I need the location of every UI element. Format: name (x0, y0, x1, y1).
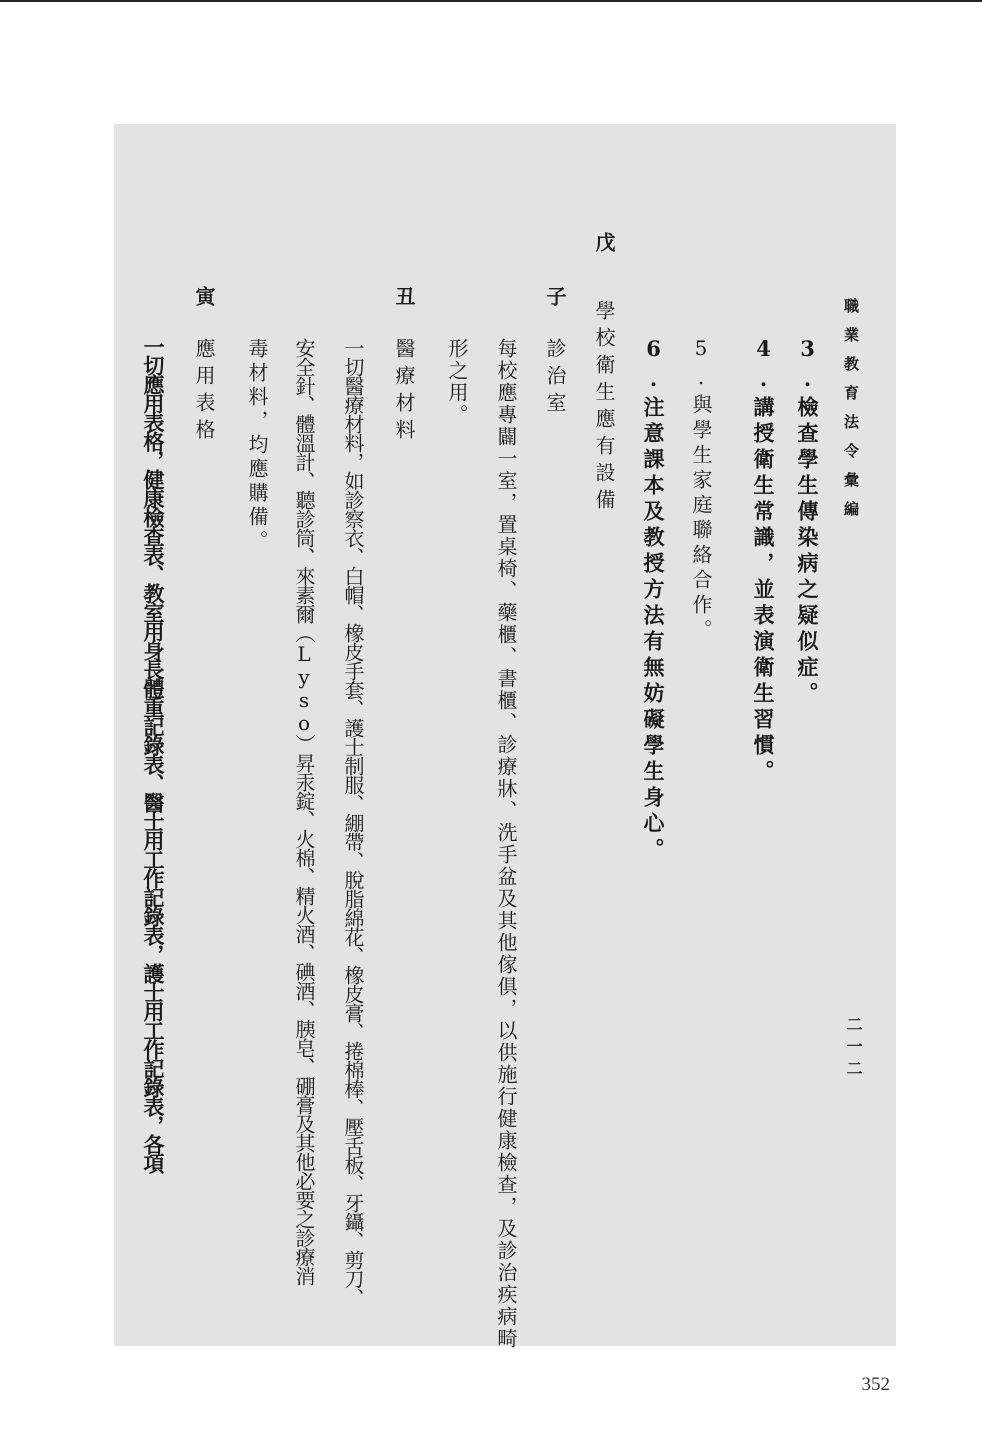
section-title-wu: 學校衛生應有設備 (592, 300, 616, 516)
running-header-page-number: 二一二 (844, 1016, 863, 1082)
section-marker-wu: 戊 (592, 232, 616, 256)
subsection-body-chou-line3: 毒材料，均應購備。 (245, 338, 269, 554)
subsection-title-chou: 醫療材料 (392, 338, 416, 446)
subsection-marker-yin: 寅 (192, 286, 216, 310)
item-5: 5.與學生家庭聯絡合作。 (689, 336, 713, 644)
running-header-title: 職業教育法令彙編 (842, 298, 860, 530)
subsection-body-chou-line2: 安全針、體溫計、聽診筒、來素爾（Lyso）昇汞錠、火棉、精火酒、碘酒、胰皂、硼膏及其他必要之診療消 (292, 338, 316, 1285)
item-4: 4.講授衛生常識，並表演衛生習慣。 (751, 336, 776, 786)
item-3: 3.檢查學生傳染病之疑似症。 (795, 336, 820, 708)
subsection-body-chou-line1: 一切醫療材料，如診察衣、白帽、橡皮手套、護士制服、綳帶、脫脂綿花、橡皮膏、捲棉棒、壓舌板、牙鑷、剪刀、 (341, 338, 365, 1307)
subsection-title-yin: 應用表格 (192, 338, 216, 446)
subsection-body-zi-line1: 每校應專闢一室，置桌椅、藥櫃、書櫃、診療牀、洗手盆及其他傢俱，以供施行健康檢查，及診治疾病畸 (494, 338, 518, 1350)
folio-page-number: 352 (861, 1374, 890, 1395)
subsection-marker-chou: 丑 (392, 286, 416, 310)
subsection-marker-zi: 子 (543, 286, 567, 310)
subsection-title-zi: 診治室 (543, 338, 567, 419)
subsection-body-yin-line1: 一切應用表格，健康檢查表、教室用身長體重記錄表、醫士用工作記錄表，護士用工作記錄表，各項 (141, 336, 166, 1172)
top-border-rule (0, 0, 982, 2)
item-6: 6.注意課本及教授方法有無妨礙學生身心。 (641, 336, 666, 864)
subsection-body-zi-line2: 形之用。 (445, 338, 469, 426)
